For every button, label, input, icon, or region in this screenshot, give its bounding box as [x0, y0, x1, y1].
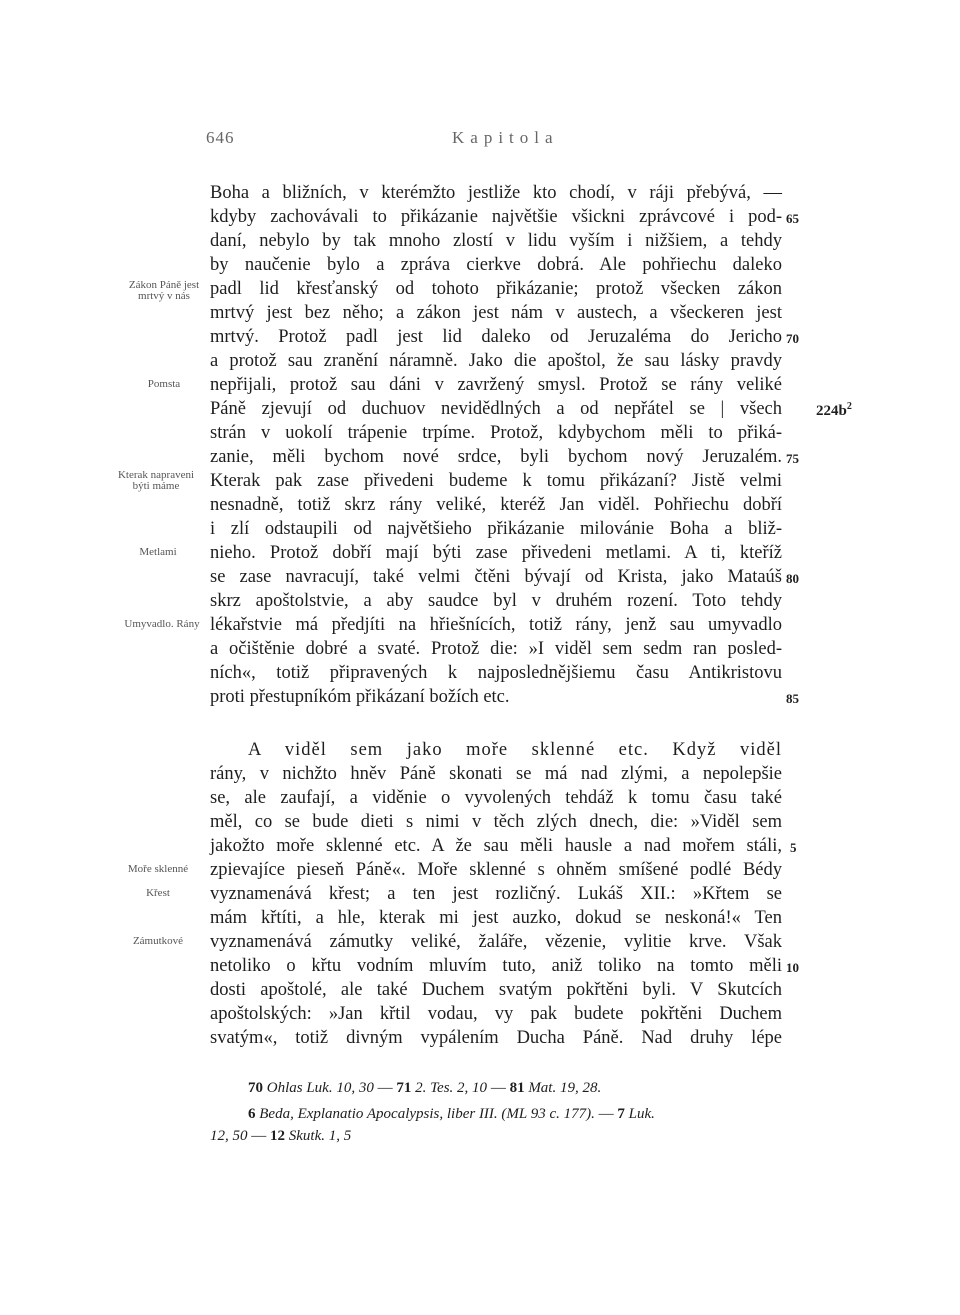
text-line: svatým«, totiž divným vypálením Ducha Páně. Nad druhy lépe	[210, 1028, 782, 1048]
footnote-line: 70 Ohlas Luk. 10, 30 — 71 2. Tes. 2, 10 — 81 Mat. 19, 28.	[248, 1080, 602, 1096]
page-number: 646	[206, 128, 235, 147]
text-line: strán v uokolí trápenie trpíme. Protož, kdybychom měli to přiká-	[210, 423, 782, 443]
text-line: daní, nebylo by tak mnoho zlostí v lidu vyším i nižšiem, a tehdy	[210, 231, 782, 251]
marginal-note: Křest	[146, 887, 170, 899]
text-line: vyznamenává zámutky veliké, žaláře, vězenie, vylitie krve. Však	[210, 932, 782, 952]
marginal-note: Zámutkové	[132, 935, 184, 947]
text-line: by naučenie bylo a zpráva cierkve dobrá. Ale pohřiechu daleko	[210, 255, 782, 275]
text-line: proti přestupníkóm přikázaní božích etc.	[210, 687, 510, 707]
line-number: 75	[786, 451, 799, 466]
footnote-line: 6 Beda, Explanatio Apocalypsis, liber III. (ML 93 c. 177). — 7 Luk.	[248, 1106, 655, 1122]
text-line: jakožto moře sklenné etc. A že sau měli hausle a nad mořem stáli,	[210, 836, 782, 856]
text-line: zanie, měli bychom nové srdce, byli bychom nový Jeruzalém.	[210, 447, 782, 467]
text-line: nepřijali, protož sau dáni v zavržený smysl. Protož se rány veliké	[210, 375, 782, 395]
text-line: a protož sau zranění náramně. Jako die apoštol, že sau lásky pravdy	[210, 351, 782, 371]
page-header	[0, 128, 960, 154]
text-line: Páně zjevují od duchuov nevidědlných a od nepřátel se | všech	[210, 399, 782, 419]
text-line: Kterak pak zase přivedeni budeme k tomu přikázaní? Jistě velmi	[210, 471, 782, 491]
text-line: lékařstvie má předjíti na hřiešnících, totiž rány, jenž sau umyvadlo	[210, 615, 782, 635]
text-line: apoštolských: »Jan křtil vodau, vy pak budete pokřtěni Duchem	[210, 1004, 782, 1024]
folio-mark: $224b^2$	[816, 401, 852, 419]
line-number: 5	[790, 840, 797, 855]
text-line: padl lid křesťanský od tohoto přikázanie; protož všecken zákon	[210, 279, 782, 299]
text-line: skrz apoštolstvie, a aby saudce byl v druhém rození. Toto tehdy	[210, 591, 782, 611]
text-line: Boha a bližních, v kterémžto jestliže kto chodí, v ráji přebývá, —	[210, 183, 782, 203]
text-line: se, ale zaufají, a viděnie o vyvolených tehdáž k tomu času také	[210, 788, 782, 808]
line-number: 85	[786, 691, 799, 706]
text-line: A viděl sem jako moře sklenné etc. Když viděl	[248, 740, 782, 760]
text-line: rány, v nichžto hněv Páně skonati se má nad zlými, a nepolepšie	[210, 764, 782, 784]
marginal-note: Pomsta	[147, 378, 181, 390]
marginal-note: Zákon Páně jest mrtvý v nás	[128, 279, 200, 302]
text-line: měl, co se bude dieti s nimi v těch zlých dnech, die: »Viděl sem	[210, 812, 782, 832]
line-number: 80	[786, 571, 799, 586]
text-line: mrtvý jest bez něho; a zákon jest nám v austech, a všeckeren jest	[210, 303, 782, 323]
marginal-note: Umyvadlo. Rány	[124, 618, 200, 630]
text-line: nesnadně, totiž skrz rány veliké, kteréž Jan viděl. Pohřiechu dobří	[210, 495, 782, 515]
footnote-line: 12, 50 — 12 Skutk. 1, 5	[210, 1128, 352, 1144]
text-line: netoliko o křtu vodním mluvím tuto, aniž toliko na tomto měli	[210, 956, 782, 976]
text-line: mám křtíti, a hle, kterak mi jest auzko, dokud se neskoná!« Ten	[210, 908, 782, 928]
text-line: dosti apoštolé, ale také Duchem svatým pokřtěni byli. V Skutcích	[210, 980, 782, 1000]
text-line: a očištěnie dobré a svaté. Protož die: »I viděl sem sedm ran posled-	[210, 639, 782, 659]
marginal-note: Moře sklenné	[127, 863, 189, 875]
line-number: 10	[786, 960, 799, 975]
running-title: Kapitola	[452, 128, 559, 147]
line-number: 65	[786, 211, 799, 226]
text-line: i zlí odstaupili od najvětšieho přikázanie milovánie Boha a bliž-	[210, 519, 782, 539]
text-line: ních«, totiž připravených k najposlednějšiemu času Antikristovu	[210, 663, 782, 683]
text-line: zpievajíce pieseň Páně«. Moře sklenné s ohněm smíšené podlé Bédy	[210, 860, 782, 880]
line-number: 70	[786, 331, 799, 346]
text-line: nieho. Protož dobří mají býti zase přivedeni metlami. A ti, kteříž	[210, 543, 782, 563]
text-line: vyznamenává křest; a ten jest rozličný. Lukáš XII.: »Křtem se	[210, 884, 782, 904]
text-line: se zase navracují, také velmi čtěni bývají od Krista, jako Mataúš	[210, 567, 782, 587]
text-line: kdyby zachovávali to přikázanie najvětšie všickni zprávcové i pod-	[210, 207, 782, 227]
text-line: mrtvý. Protož padl jest lid daleko od Jeruzaléma do Jericho	[210, 327, 782, 347]
marginal-note: Metlami	[139, 546, 177, 558]
marginal-note: Kterak napraveni býti máme	[117, 469, 195, 492]
